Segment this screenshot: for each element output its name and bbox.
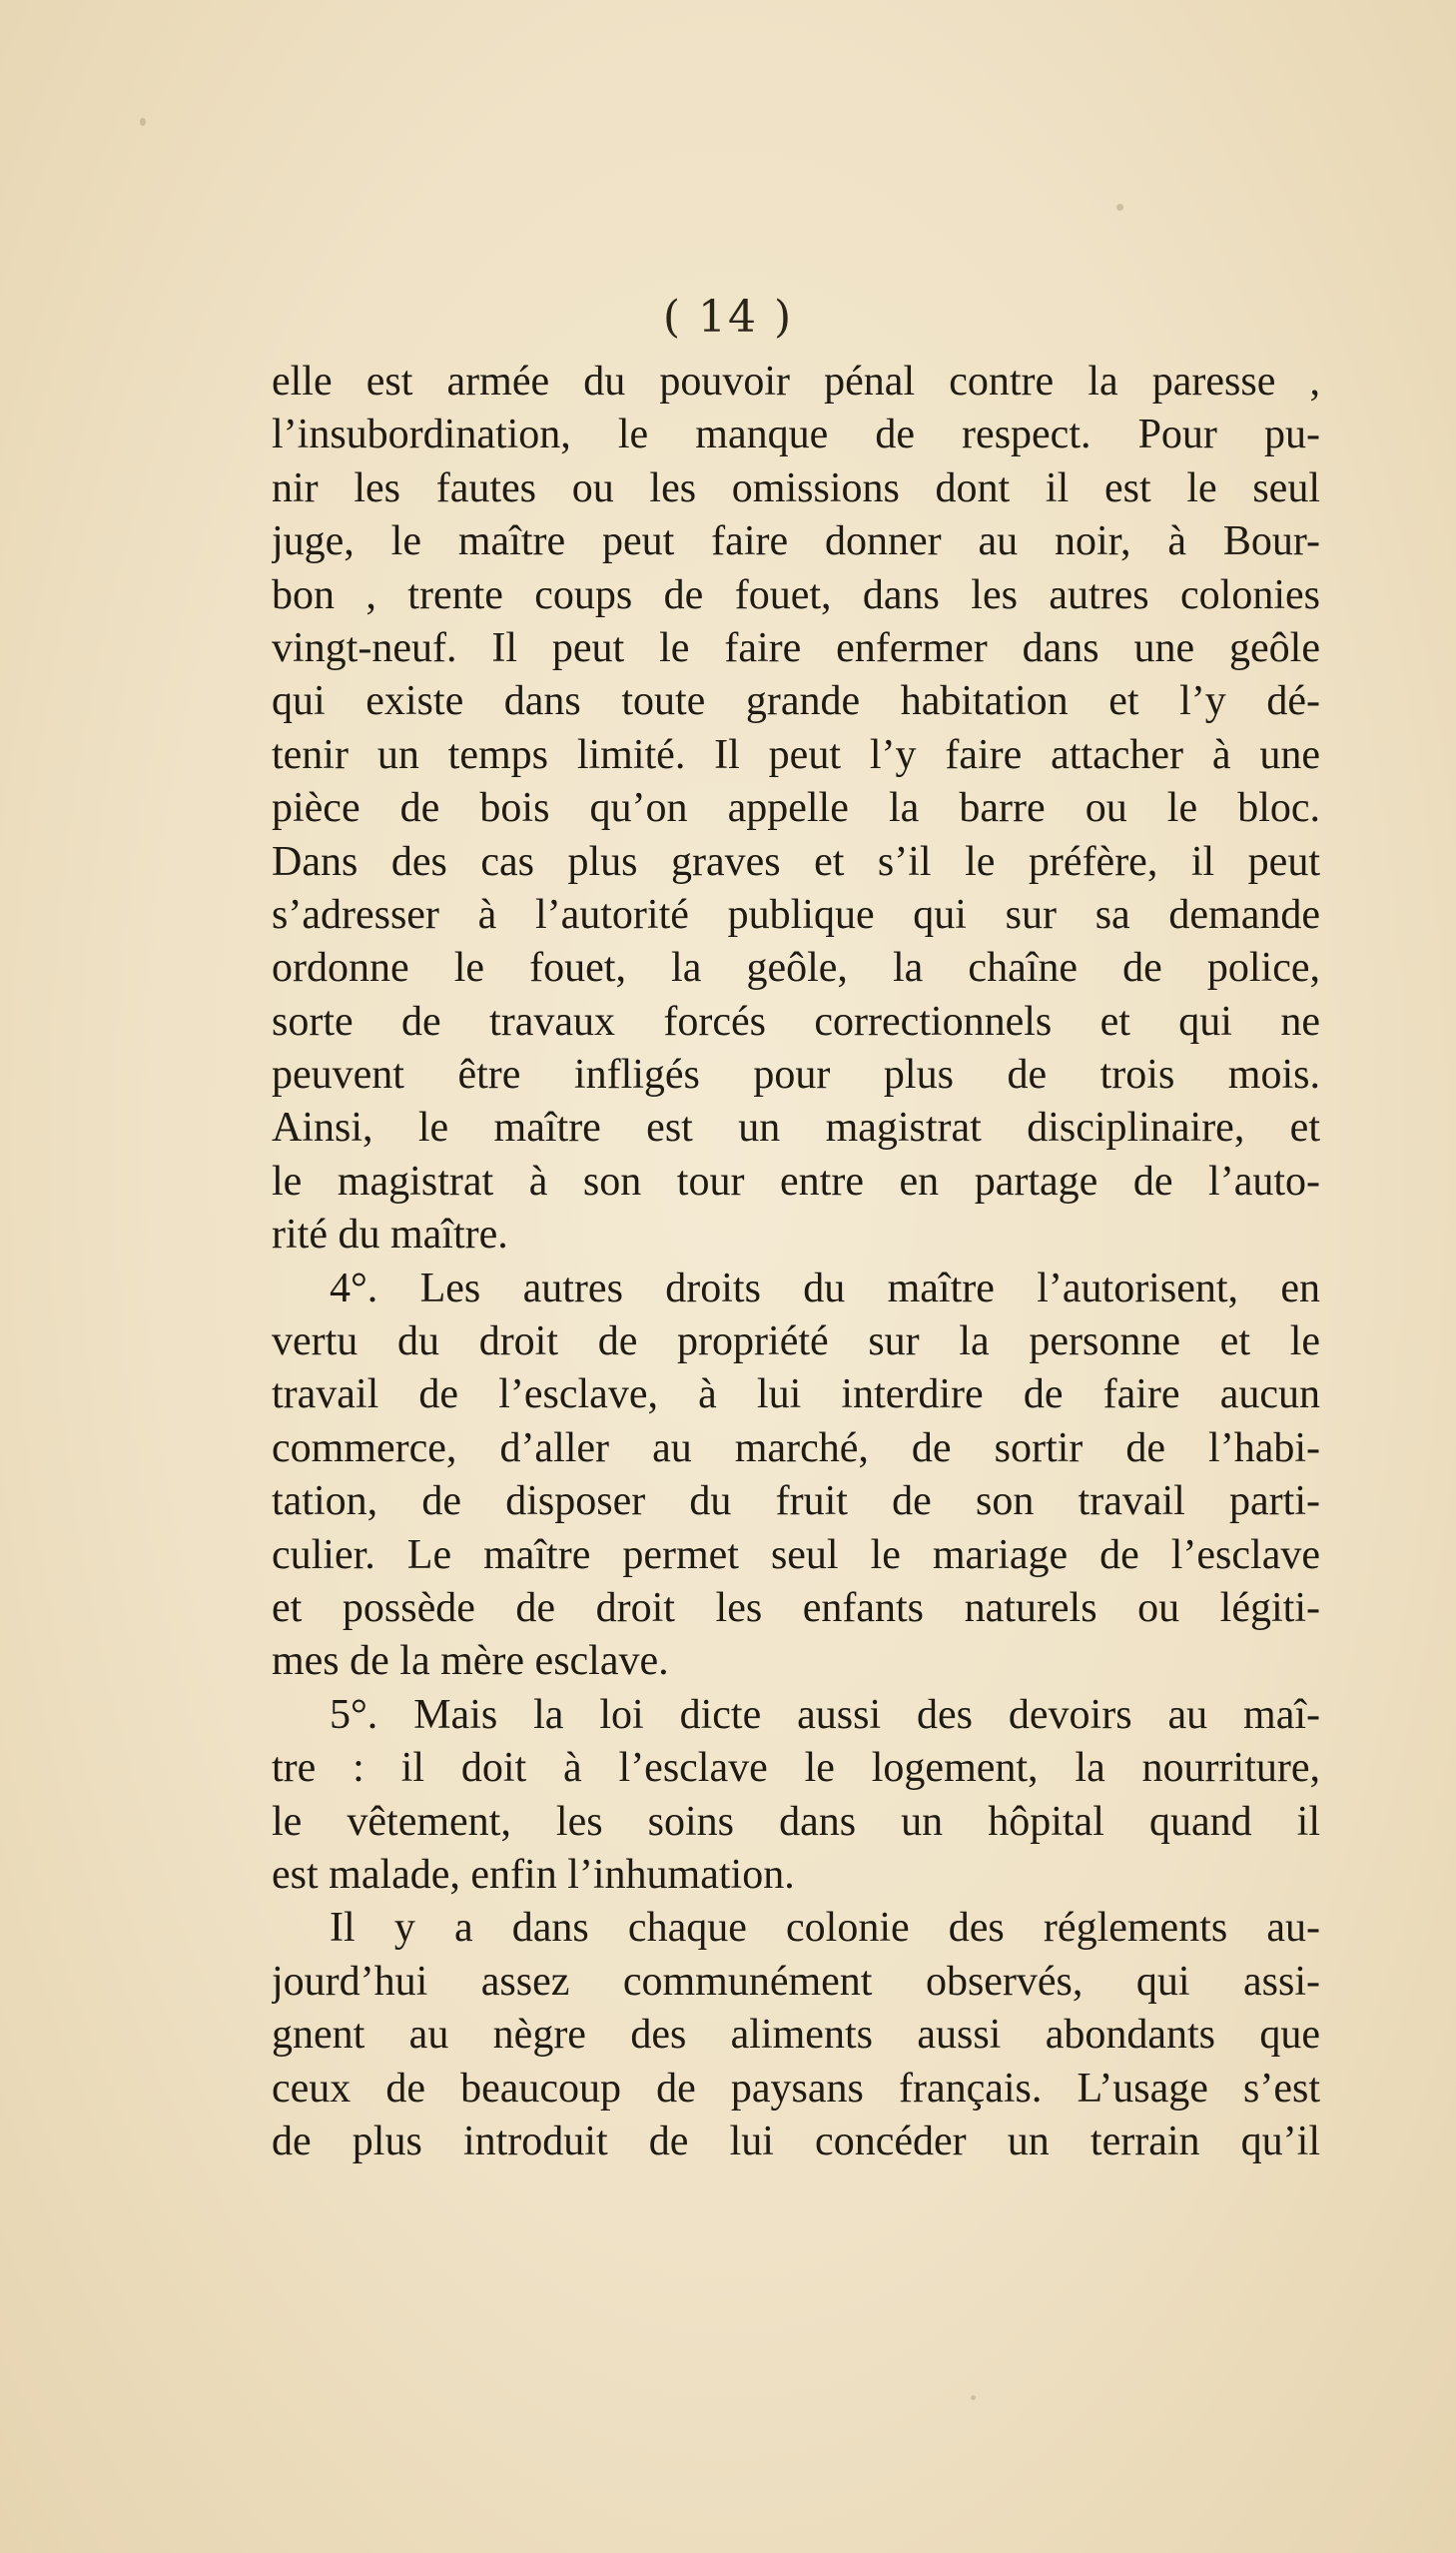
text-line: tenir un temps limité. Il peut l’y faire attacher à une — [272, 731, 1320, 778]
text-line: bon , trente coups de fouet, dans les autres colonies — [272, 571, 1320, 618]
paper-speck — [1116, 204, 1123, 211]
text-line: le magistrat à son tour entre en partage de l’auto- — [272, 1158, 1320, 1205]
text-line: ceux de beaucoup de paysans français. L’usage s’est — [272, 2065, 1320, 2112]
text-line: jourd’hui assez communément observés, qui assi- — [272, 1958, 1320, 2005]
text-line: peuvent être infligés pour plus de trois mois. — [272, 1052, 1320, 1099]
text-line: l’insubordination, le manque de respect. Pour pu- — [272, 412, 1320, 458]
paper-speck — [140, 118, 146, 126]
text-line: vingt-neuf. Il peut le faire enfermer dans une geôle — [272, 624, 1320, 671]
text-line: qui existe dans toute grande habitation et l’y dé- — [272, 678, 1320, 725]
text-line: 4°. Les autres droits du maître l’autorisent, en — [330, 1265, 1320, 1311]
text-line: travail de l’esclave, à lui interdire de faire aucun — [272, 1371, 1320, 1418]
text-line: juge, le maître peut faire donner au noir, à Bour- — [272, 518, 1320, 565]
body-text — [272, 356, 1320, 2168]
text-line: pièce de bois qu’on appelle la barre ou le bloc. — [272, 785, 1320, 832]
text-line: commerce, d’aller au marché, de sortir de l’habi- — [272, 1424, 1320, 1471]
text-line: Dans des cas plus graves et s’il le préfère, il peut — [272, 838, 1320, 885]
text-line: vertu du droit de propriété sur la personne et le — [272, 1318, 1320, 1365]
text-line: gnent au nègre des aliments aussi abondants que — [272, 2012, 1320, 2059]
text-line: 5°. Mais la loi dicte aussi des devoirs au maî- — [330, 1691, 1320, 1738]
text-line: culier. Le maître permet seul le mariage de l’esclave — [272, 1531, 1320, 1578]
paper-speck — [971, 2395, 976, 2400]
text-line: nir les fautes ou les omissions dont il est le seul — [272, 464, 1320, 511]
text-line: Ainsi, le maître est un magistrat disciplinaire, et — [272, 1105, 1320, 1152]
text-line: le vêtement, les soins dans un hôpital quand il — [272, 1798, 1320, 1845]
text-line: sorte de travaux forcés correctionnels et qui ne — [272, 998, 1320, 1045]
text-line: mes de la mère esclave. — [272, 1638, 669, 1685]
text-line: rité du maître. — [272, 1212, 508, 1259]
text-line: elle est armée du pouvoir pénal contre la paresse , — [272, 359, 1320, 405]
text-line: s’adresser à l’autorité publique qui sur sa demande — [272, 891, 1320, 938]
page-number: ( 14 ) — [662, 292, 794, 343]
text-line: et possède de droit les enfants naturels ou légiti- — [272, 1584, 1320, 1631]
text-line: de plus introduit de lui concéder un terrain qu’il — [272, 2118, 1320, 2164]
text-line: Il y a dans chaque colonie des réglements au- — [330, 1905, 1320, 1952]
text-line: tre : il doit à l’esclave le logement, la nourriture, — [272, 1745, 1320, 1792]
text-line: tation, de disposer du fruit de son travail parti- — [272, 1478, 1320, 1525]
text-line: est malade, enfin l’inhumation. — [272, 1851, 795, 1898]
text-line: ordonne le fouet, la geôle, la chaîne de police, — [272, 945, 1320, 992]
